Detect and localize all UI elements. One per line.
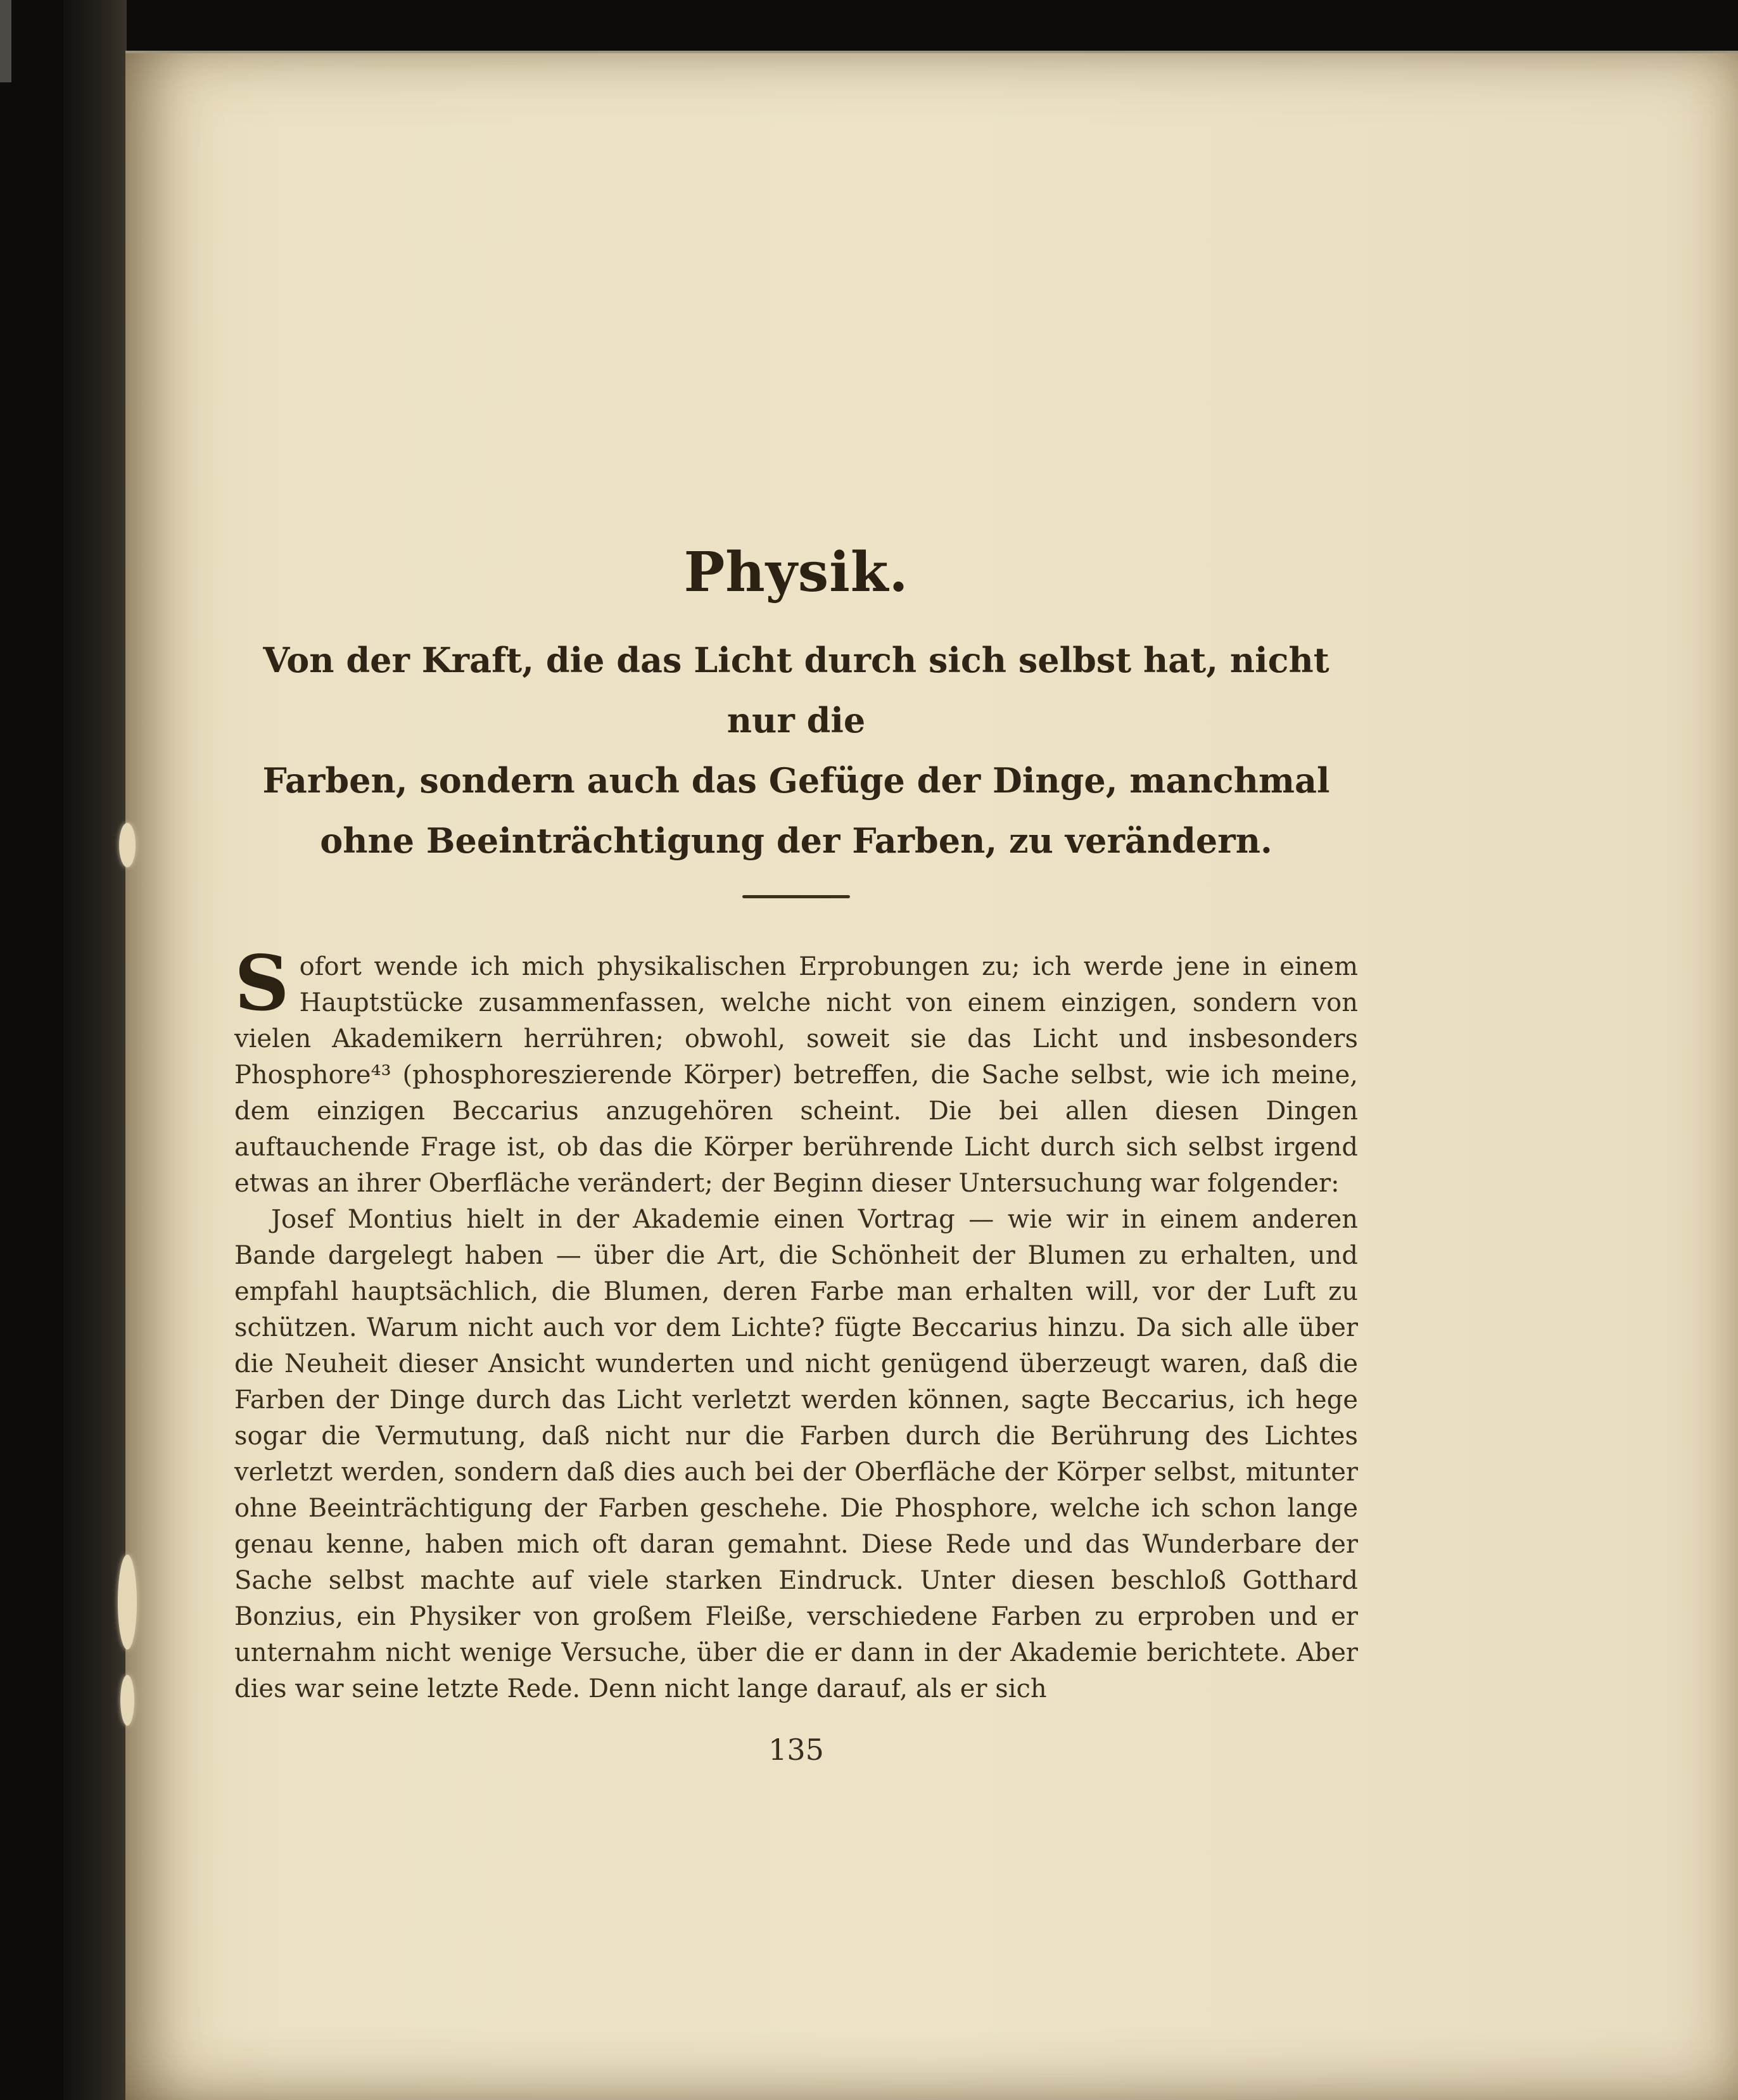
page-content <box>234 53 1358 1767</box>
book-spine-edge <box>63 0 127 2100</box>
page-number: 135 <box>768 1733 824 1767</box>
page-edge-chip <box>118 1555 137 1650</box>
paragraph-second: Josef Montius hielt in der Akademie einen Vortrag — wie wir in einem anderen Bande dargelegt haben — über die Art, die Schönheit der Blumen zu erhalten, und empfahl hauptsächlich, die Blumen, deren Farbe man erhalten will, vor der Luft zu schützen. Warum nicht auch vor dem Lichte? fügte Beccarius hinzu. Da sich alle über die Neuheit dieser Ansicht wunderten und nicht genügend überzeugt waren, daß die Farben der Dinge durch das Licht verletzt werden können, sagte Beccarius, ich hege sogar die Vermutung, daß nicht nur die Farben durch die Berührung des Lichtes verletzt werden, sondern daß dies auch bei der Oberfläche der Körper selbst, mitunter ohne Beeinträchtigung der Farben geschehe. Die Phosphore, welche ich schon lange genau kenne, haben mich oft daran gemahnt. Diese Rede und das Wunderbare der Sache selbst machte auf viele starken Eindruck. Unter diesen beschloß Gotthard Bonzius, ein Physiker von großem Fleiße, verschiedene Farben zu erproben und er unternahm nicht wenige Versuche, über die er dann in der Akademie berichtete. Aber dies war seine letzte Rede. Denn nicht lange darauf, als er sich <box>234 1205 1358 1703</box>
subtitle-line-2: Farben, sondern auch das Gefüge der Dinge, manchmal <box>262 760 1330 801</box>
paragraph-text: ofort wende ich mich physikalischen Erprobungen zu; ich werde jene in einem Hauptstücke zusammenfassen, welche nicht von einem einzigen, sondern von vielen Akademikern herrühren; obwohl, soweit sie das Licht und insbesonders Phosphore⁴³ (phosphoreszierende Körper) betreffen, die Sache selbst, wie ich meine, dem einzigen Beccarius anzugehören scheint. Die bei allen diesen Dingen auftauchende Frage ist, ob das die Körper berührende Licht durch sich selbst irgend etwas an ihrer Oberfläche verändert; der Beginn dieser Untersuchung war folgender: <box>234 952 1358 1198</box>
chapter-title: Physik. <box>683 540 909 604</box>
drop-cap-initial: S <box>234 939 289 1028</box>
subtitle-line-3: ohne Beeinträchtigung der Farben, zu verändern. <box>320 820 1272 861</box>
chapter-subtitle <box>234 630 1358 871</box>
subtitle-line-1: Von der Kraft, die das Licht durch sich selbst hat, nicht nur die <box>263 640 1329 741</box>
section-divider <box>742 895 850 898</box>
paragraph-first <box>234 939 1358 1202</box>
book-page <box>125 51 1738 2100</box>
scan-artifact-corner <box>0 0 11 82</box>
page-edge-chip <box>120 1675 134 1726</box>
page-edge-chip <box>119 823 136 867</box>
